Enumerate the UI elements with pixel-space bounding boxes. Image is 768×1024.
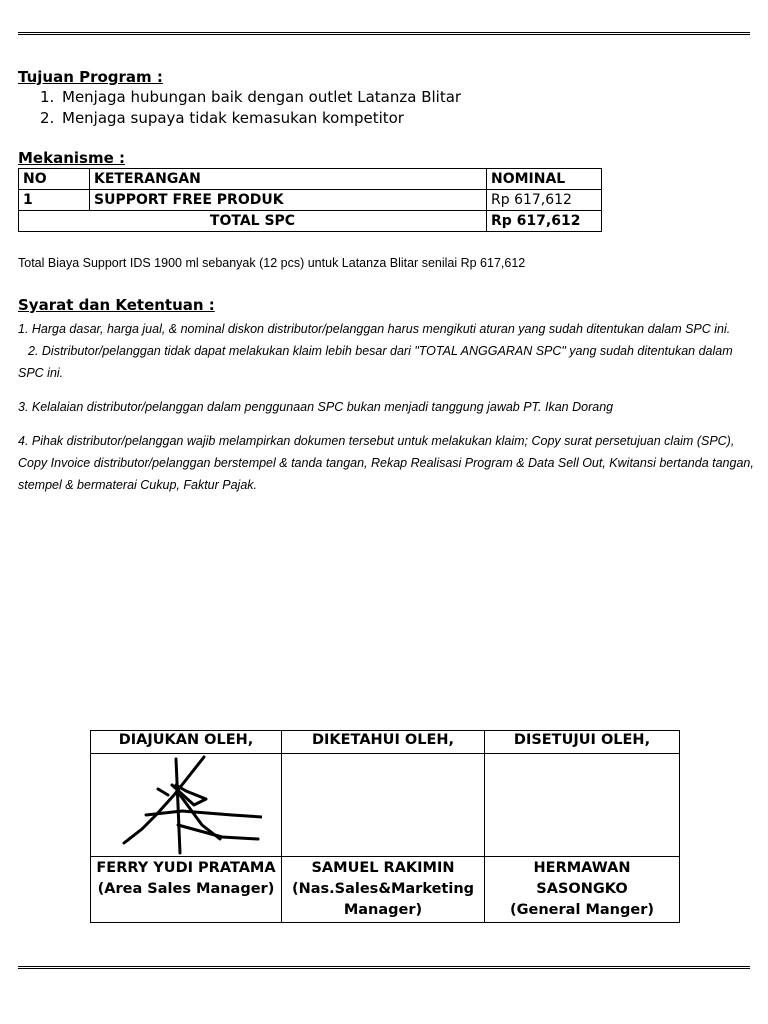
top-divider bbox=[18, 32, 750, 45]
header-diajukan: DIAJUKAN OLEH, bbox=[91, 731, 282, 754]
term-item: 1. Harga dasar, harga jual, & nominal diskon distributor/pelanggan harus mengikuti aturan yang sudah ditentukan dalam SPC ini. bbox=[18, 322, 731, 336]
signature-cell-diketahui bbox=[282, 754, 485, 857]
header-nominal: NOMINAL bbox=[487, 169, 602, 190]
handwritten-signature bbox=[112, 755, 262, 855]
signer-title: (General Manger) bbox=[509, 902, 654, 918]
row-nominal: Rp 617,612 bbox=[487, 190, 602, 211]
bottom-divider bbox=[18, 966, 750, 979]
total-row bbox=[19, 211, 602, 232]
signer-disetujui bbox=[485, 857, 680, 923]
mekanisme-heading: Mekanisme : bbox=[18, 149, 125, 167]
signature-table bbox=[90, 730, 680, 923]
header-disetujui: DISETUJUI OLEH, bbox=[485, 731, 680, 754]
term-item: 4. Pihak distributor/pelanggan wajib melampirkan dokumen tersebut untuk melakukan klaim; Copy surat persetujuan claim (SPC), Copy Invoice distributor/pelanggan berstempel & tanda tangan, Rekap Realisasi Program & Data Sell Out, Kwitansi bertanda tangan, stempel & bermaterai Cukup, Faktur Pajak. bbox=[18, 434, 754, 492]
list-item: 1. Menjaga hubungan baik dengan outlet Latanza Blitar bbox=[40, 88, 462, 106]
signature-cell-disetujui bbox=[485, 754, 680, 857]
header-diketahui: DIKETAHUI OLEH, bbox=[282, 731, 485, 754]
list-item: 2. Menjaga supaya tidak kemasukan kompetitor bbox=[40, 109, 404, 127]
header-keterangan: KETERANGAN bbox=[90, 169, 487, 190]
total-value: Rp 617,612 bbox=[487, 211, 602, 232]
signer-diketahui bbox=[282, 857, 485, 923]
tujuan-list bbox=[40, 87, 461, 129]
signer-name: HERMAWAN SASONGKO bbox=[533, 860, 631, 897]
syarat-heading: Syarat dan Ketentuan : bbox=[18, 296, 215, 314]
total-label: TOTAL SPC bbox=[19, 211, 487, 232]
term-item: 3. Kelalaian distributor/pelanggan dalam penggunaan SPC bukan menjadi tanggung jawab PT. Ikan Dorang bbox=[18, 400, 614, 414]
term-item: 2. Distributor/pelanggan tidak dapat melakukan klaim lebih besar dari "TOTAL ANGGARAN SPC" yang sudah ditentukan dalam SPC ini. bbox=[18, 344, 733, 380]
tujuan-heading: Tujuan Program : bbox=[18, 68, 163, 86]
table-header-row bbox=[19, 169, 602, 190]
table-row bbox=[19, 190, 602, 211]
signer-name: FERRY YUDI PRATAMA bbox=[96, 860, 276, 876]
signer-title: (Area Sales Manager) bbox=[97, 881, 275, 897]
signer-title: (Nas.Sales&Marketing Manager) bbox=[291, 881, 475, 918]
signer-diajukan bbox=[91, 857, 282, 923]
row-keterangan: SUPPORT FREE PRODUK bbox=[90, 190, 487, 211]
summary-text: Total Biaya Support IDS 1900 ml sebanyak (12 pcs) untuk Latanza Blitar senilai Rp 617,612 bbox=[18, 256, 526, 270]
row-no: 1 bbox=[19, 190, 90, 211]
signature-cell-diajukan bbox=[91, 754, 282, 857]
syarat-list bbox=[18, 318, 758, 496]
signer-name: SAMUEL RAKIMIN bbox=[311, 860, 455, 876]
mekanisme-table bbox=[18, 168, 602, 232]
header-no: NO bbox=[19, 169, 90, 190]
